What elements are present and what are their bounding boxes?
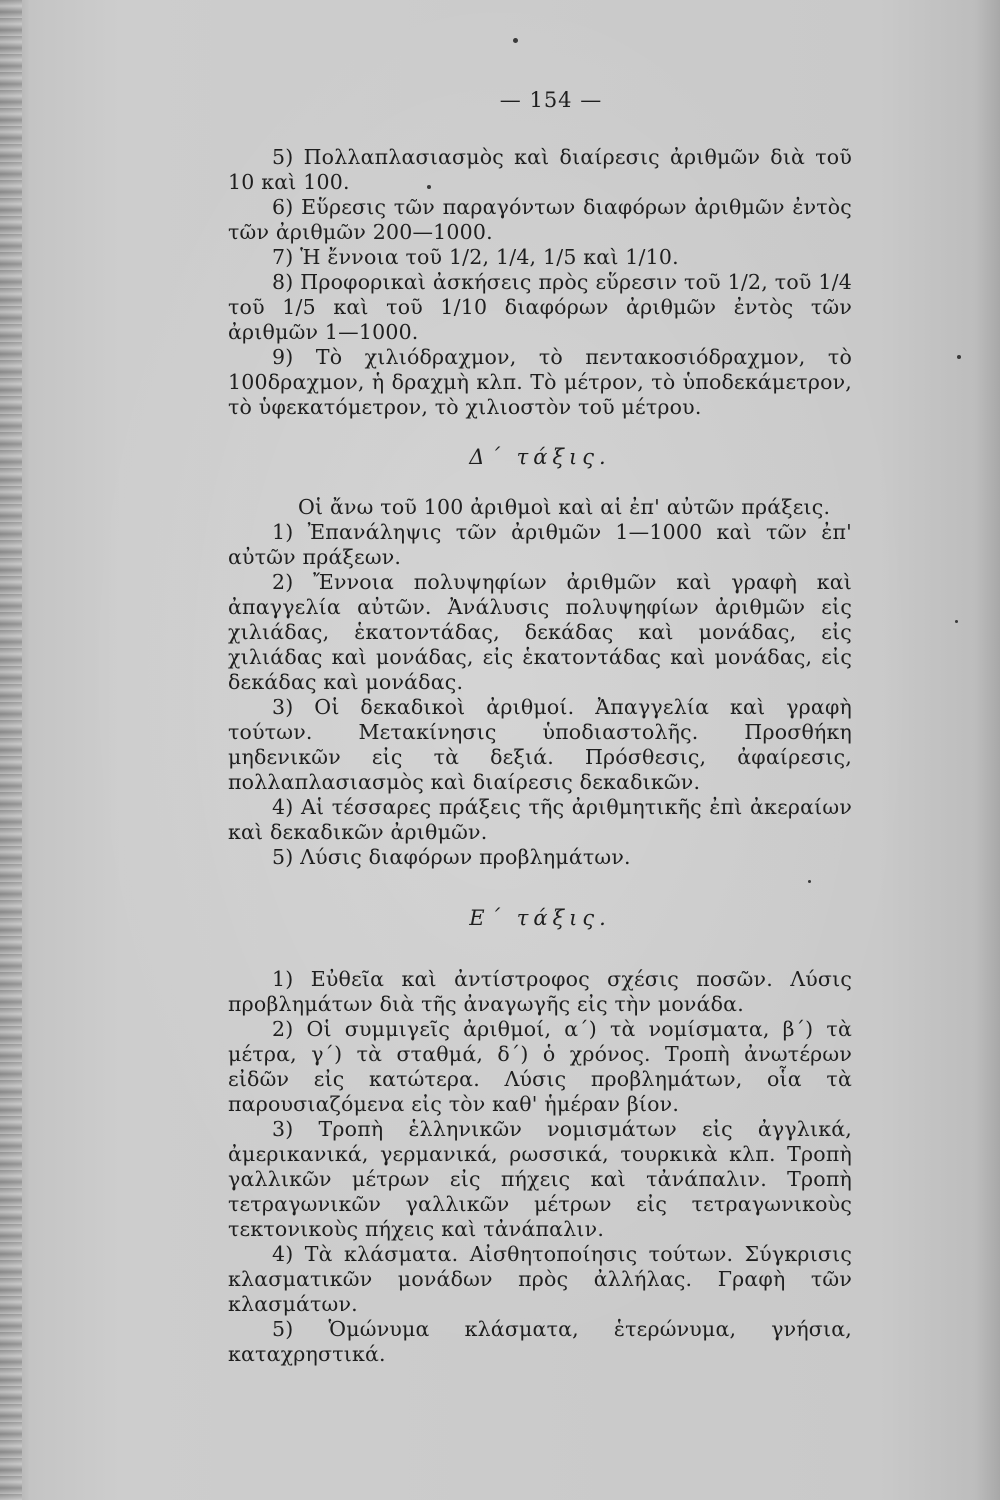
- paragraph: 3) Οἱ δεκαδικοὶ ἀριθμοί. Ἀπαγγελία καὶ γραφὴ τούτων. Μετακίνησις ὑποδιαστολῆς. Προσθήκη μηδενικῶν εἰς τὰ δεξιά. Πρόσθεσις, ἀφαίρεσις, πολλαπλασιασμὸς καὶ διαίρεσις δεκαδικῶν.: [228, 695, 852, 794]
- paragraph: 1) Εὐθεῖα καὶ ἀντίστροφος σχέσις ποσῶν. Λύσις προβλημάτων διὰ τῆς ἀναγωγῆς εἰς τὴν μονάδα.: [228, 967, 852, 1016]
- paragraph: 5) Ὁμώνυμα κλάσματα, ἑτερώνυμα, γνήσια, καταχρηστικά.: [228, 1317, 852, 1366]
- section-heading-e: Ε΄ τάξις.: [469, 906, 611, 930]
- ink-speck: [513, 38, 518, 43]
- paragraph: 4) Αἱ τέσσαρες πράξεις τῆς ἀριθμητικῆς ἐπὶ ἀκεραίων καὶ δεκαδικῶν ἀριθμῶν.: [228, 795, 852, 844]
- ink-speck: [957, 355, 961, 359]
- section-heading-d: Δ΄ τάξις.: [469, 445, 611, 469]
- paragraph: 8) Προφορικαὶ ἀσκήσεις πρὸς εὕρεσιν τοῦ 1/2, τοῦ 1/4 τοῦ 1/5 καὶ τοῦ 1/10 διαφόρων ἀριθμῶν ἐντὸς τῶν ἀριθμῶν 1—1000.: [228, 270, 852, 344]
- paragraph: 9) Τὸ χιλιόδραχμον, τὸ πεντακοσιόδραχμον, τὸ 100δραχμον, ἡ δραχμὴ κλπ. Τὸ μέτρον, τὸ ὑποδεκάμετρον, τὸ ὑφεκατόμετρον, τὸ χιλιοστὸν τοῦ μέτρου.: [228, 345, 852, 419]
- paragraph: 5) Πολλαπλασιασμὸς καὶ διαίρεσις ἀριθμῶν διὰ τοῦ 10 καὶ 100.: [228, 145, 852, 194]
- ink-speck: [955, 620, 958, 623]
- section-intro: Οἱ ἄνω τοῦ 100 ἀριθμοὶ καὶ αἱ ἐπ' αὐτῶν πράξεις.: [298, 495, 831, 519]
- paragraph: 7) Ἡ ἔννοια τοῦ 1/2, 1/4, 1/5 καὶ 1/10.: [272, 245, 679, 269]
- paragraph: 5) Λύσις διαφόρων προβλημάτων.: [272, 845, 631, 869]
- page-text: [228, 88, 852, 1367]
- paragraph: 2) Οἱ συμμιγεῖς ἀριθμοί, α΄) τὰ νομίσματα, β΄) τὰ μέτρα, γ΄) τὰ σταθμά, δ΄) ὁ χρόνος. Τροπὴ ἀνωτέρων εἰδῶν εἰς κατώτερα. Λύσις προβλημάτων, οἷα τὰ παρουσιαζόμενα εἰς τὸν καθ' ἡμέραν βίον.: [228, 1017, 852, 1116]
- page-number: — 154 —: [499, 88, 603, 112]
- paragraph: 1) Ἐπανάληψις τῶν ἀριθμῶν 1—1000 καὶ τῶν ἐπ' αὐτῶν πράξεων.: [228, 520, 852, 569]
- paragraph: 2) Ἔννοια πολυψηφίων ἀριθμῶν καὶ γραφὴ καὶ ἀπαγγελία αὐτῶν. Ἀνάλυσις πολυψηφίων ἀριθμῶν εἰς χιλιάδας, ἑκατοντάδας, δεκάδας καὶ μονάδας, εἰς χιλιάδας καὶ μονάδας, εἰς ἑκατοντάδας καὶ μονάδας, εἰς δεκάδας καὶ μονάδας.: [228, 570, 852, 694]
- book-binding-edge: [0, 0, 22, 1500]
- paragraph: 3) Τροπὴ ἑλληνικῶν νομισμάτων εἰς ἀγγλικά, ἀμερικανικά, γερμανικά, ρωσσικά, τουρκικὰ κλπ. Τροπὴ γαλλικῶν μέτρων εἰς πήχεις καὶ τἀνάπαλιν. Τροπὴ τετραγωνικῶν γαλλικῶν μέτρων εἰς τετραγωνικοὺς τεκτονικοὺς πήχεις καὶ τἀνάπαλιν.: [228, 1117, 852, 1241]
- paragraph: 6) Εὕρεσις τῶν παραγόντων διαφόρων ἀριθμῶν ἐντὸς τῶν ἀριθμῶν 200—1000.: [228, 195, 852, 244]
- paragraph: 4) Τὰ κλάσματα. Αἰσθητοποίησις τούτων. Σύγκρισις κλασματικῶν μονάδων πρὸς ἀλλήλας. Γραφὴ τῶν κλασμάτων.: [228, 1242, 852, 1316]
